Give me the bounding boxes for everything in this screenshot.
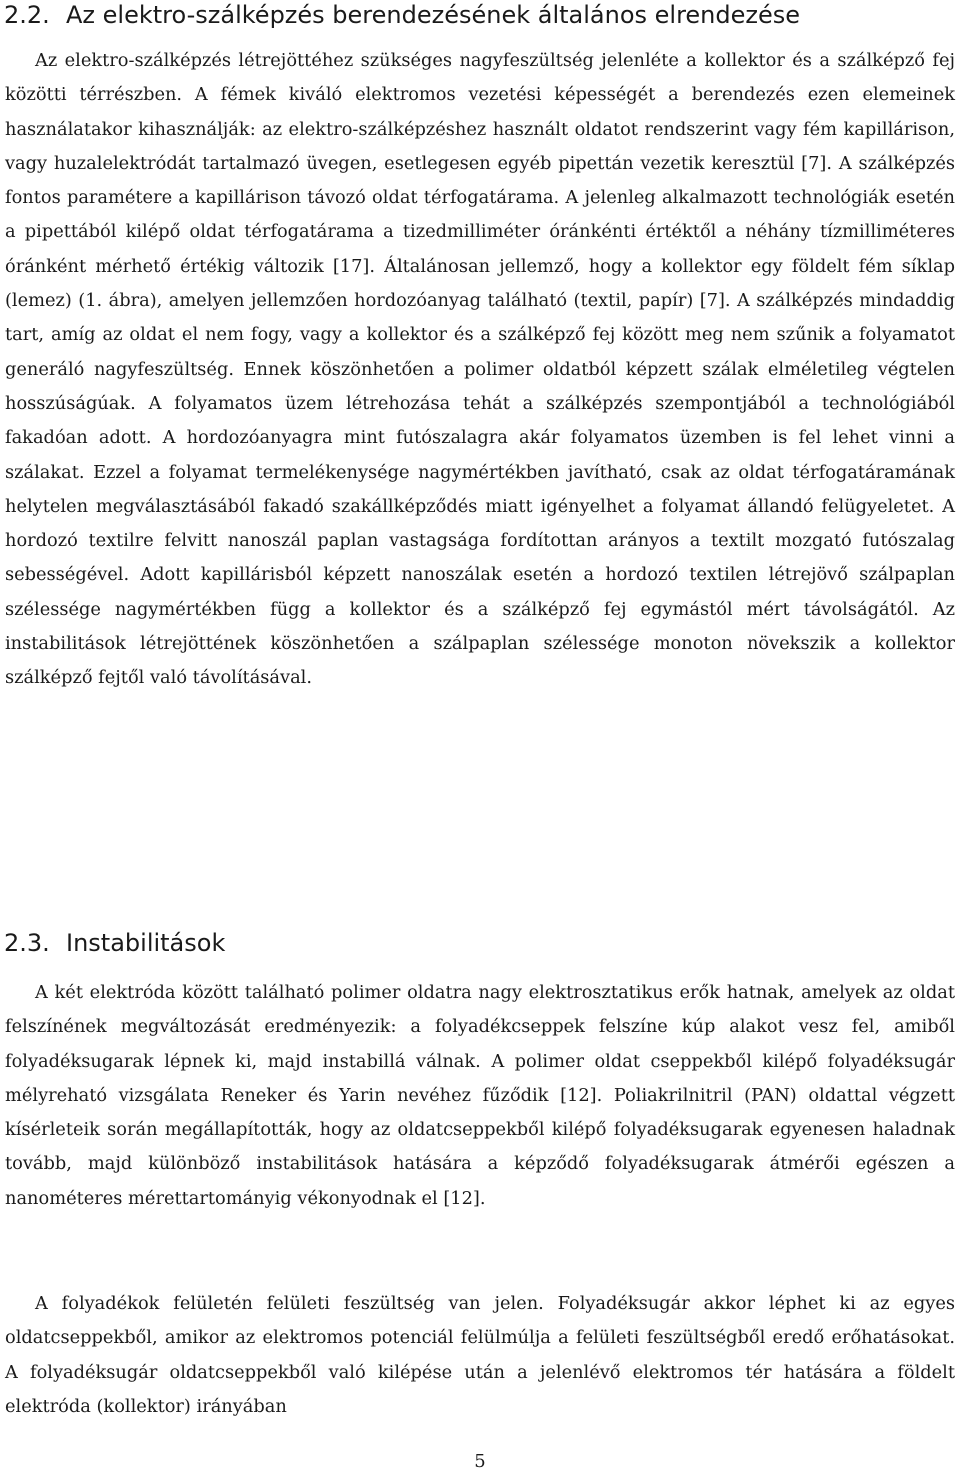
section-number: 2.2. bbox=[4, 1, 50, 29]
section-title: Instabilitások bbox=[66, 929, 226, 957]
section-heading-2-3 bbox=[4, 928, 225, 958]
page-number: 5 bbox=[474, 1451, 486, 1472]
section-number: 2.3. bbox=[4, 929, 50, 957]
section-heading-2-2 bbox=[4, 0, 800, 30]
section-title: Az elektro-szálképzés berendezésének általános elrendezése bbox=[66, 1, 801, 29]
body-paragraph: Az elektro-szálképzés létrejöttéhez szükséges nagyfeszültség jelenléte a kollektor és a szálképző fej közötti térrészben. A fémek kiváló elektromos vezetési képességét a berendezés ezen elemeinek használatakor kihasználják: az elektro-szálképzéshez használt oldatot rendszerint vagy fém kapillárison, vagy huzalelektródát tartalmazó üvegen, esetlegesen egyéb pipettán vezetik keresztül [7]. A szálképzés fontos paramétere a kapillárison távozó oldat térfogatárama. A jelenleg alkalmazott technológiák esetén a pipettából kilépő oldat térfogatárama a tizedmilliméter óránkénti értéktől a néhány tízmilliméteres óránként mérhető értékig változik [17]. Általánosan jellemző, hogy a kollektor egy földelt fém síklap (lemez) (1. ábra), amelyen jellemzően hordozóanyag található (textil, papír) [7]. A szálképzés mindaddig tart, amíg az oldat el nem fogy, vagy a kollektor és a szálképző fej között meg nem szűnik a folyamatot generáló nagyfeszültség. Ennek köszönhetően a polimer oldatból képzett szálak elméletileg végtelen hosszúságúak. A folyamatos üzem létrehozása tehát a szálképzés szempontjából a technológiából fakadóan adott. A hordozóanyagra mint futószalagra akár folyamatos üzemben is fel lehet vinni a szálakat. Ezzel a folyamat termelékenysége nagymértékben javítható, csak az oldat térfogatáramának helytelen megválasztásából fakadó szakállképződés miatt igényelhet a folyamat állandó felügyeletet. A hordozó textilre felvitt nanoszál paplan vastagsága fordítottan arányos a textilt mozgató futószalag sebességével. Adott kapillárisból képzett nanoszálak esetén a hordozó textilen létrejövő szálpaplan szélessége nagymértékben függ a kollektor és a szálképző fej egymástól mért távolságától. Az instabilitások létrejöttének köszönhetően a szálpaplan szélessége monoton növekszik a kollektor szálképző fejtől való távolításával. bbox=[5, 50, 955, 689]
body-paragraph: A folyadékok felületén felületi feszültség van jelen. Folyadéksugár akkor léphet ki az egyes oldatcseppekből, amikor az elektromos potenciál felülmúlja a felületi feszültségből eredő erőhatásokat. A folyadéksugár oldatcseppekből való kilépése után a jelenlévő elektromos tér hatására a földelt elektróda (kollektor) irányában bbox=[5, 1293, 955, 1417]
body-paragraph: A két elektróda között található polimer oldatra nagy elektrosztatikus erők hatnak, amelyek az oldat felszínének megváltozását eredményezik: a folyadékcseppek felszíne kúp alakot vesz fel, amiből folyadéksugarak lépnek ki, majd instabillá válnak. A polimer oldat cseppekből kilépő folyadéksugár mélyreható vizsgálata Reneker és Yarin nevéhez fűződik [12]. Poliakrilnitril (PAN) oldattal végzett kísérleteik során megállapították, hogy az oldatcseppekből kilépő folyadéksugarak egyenesen haladnak tovább, majd különböző instabilitások hatására a képződő folyadéksugarak átmérői egészen a nanométeres mérettartományig vékonyodnak el [12]. bbox=[5, 982, 955, 1209]
